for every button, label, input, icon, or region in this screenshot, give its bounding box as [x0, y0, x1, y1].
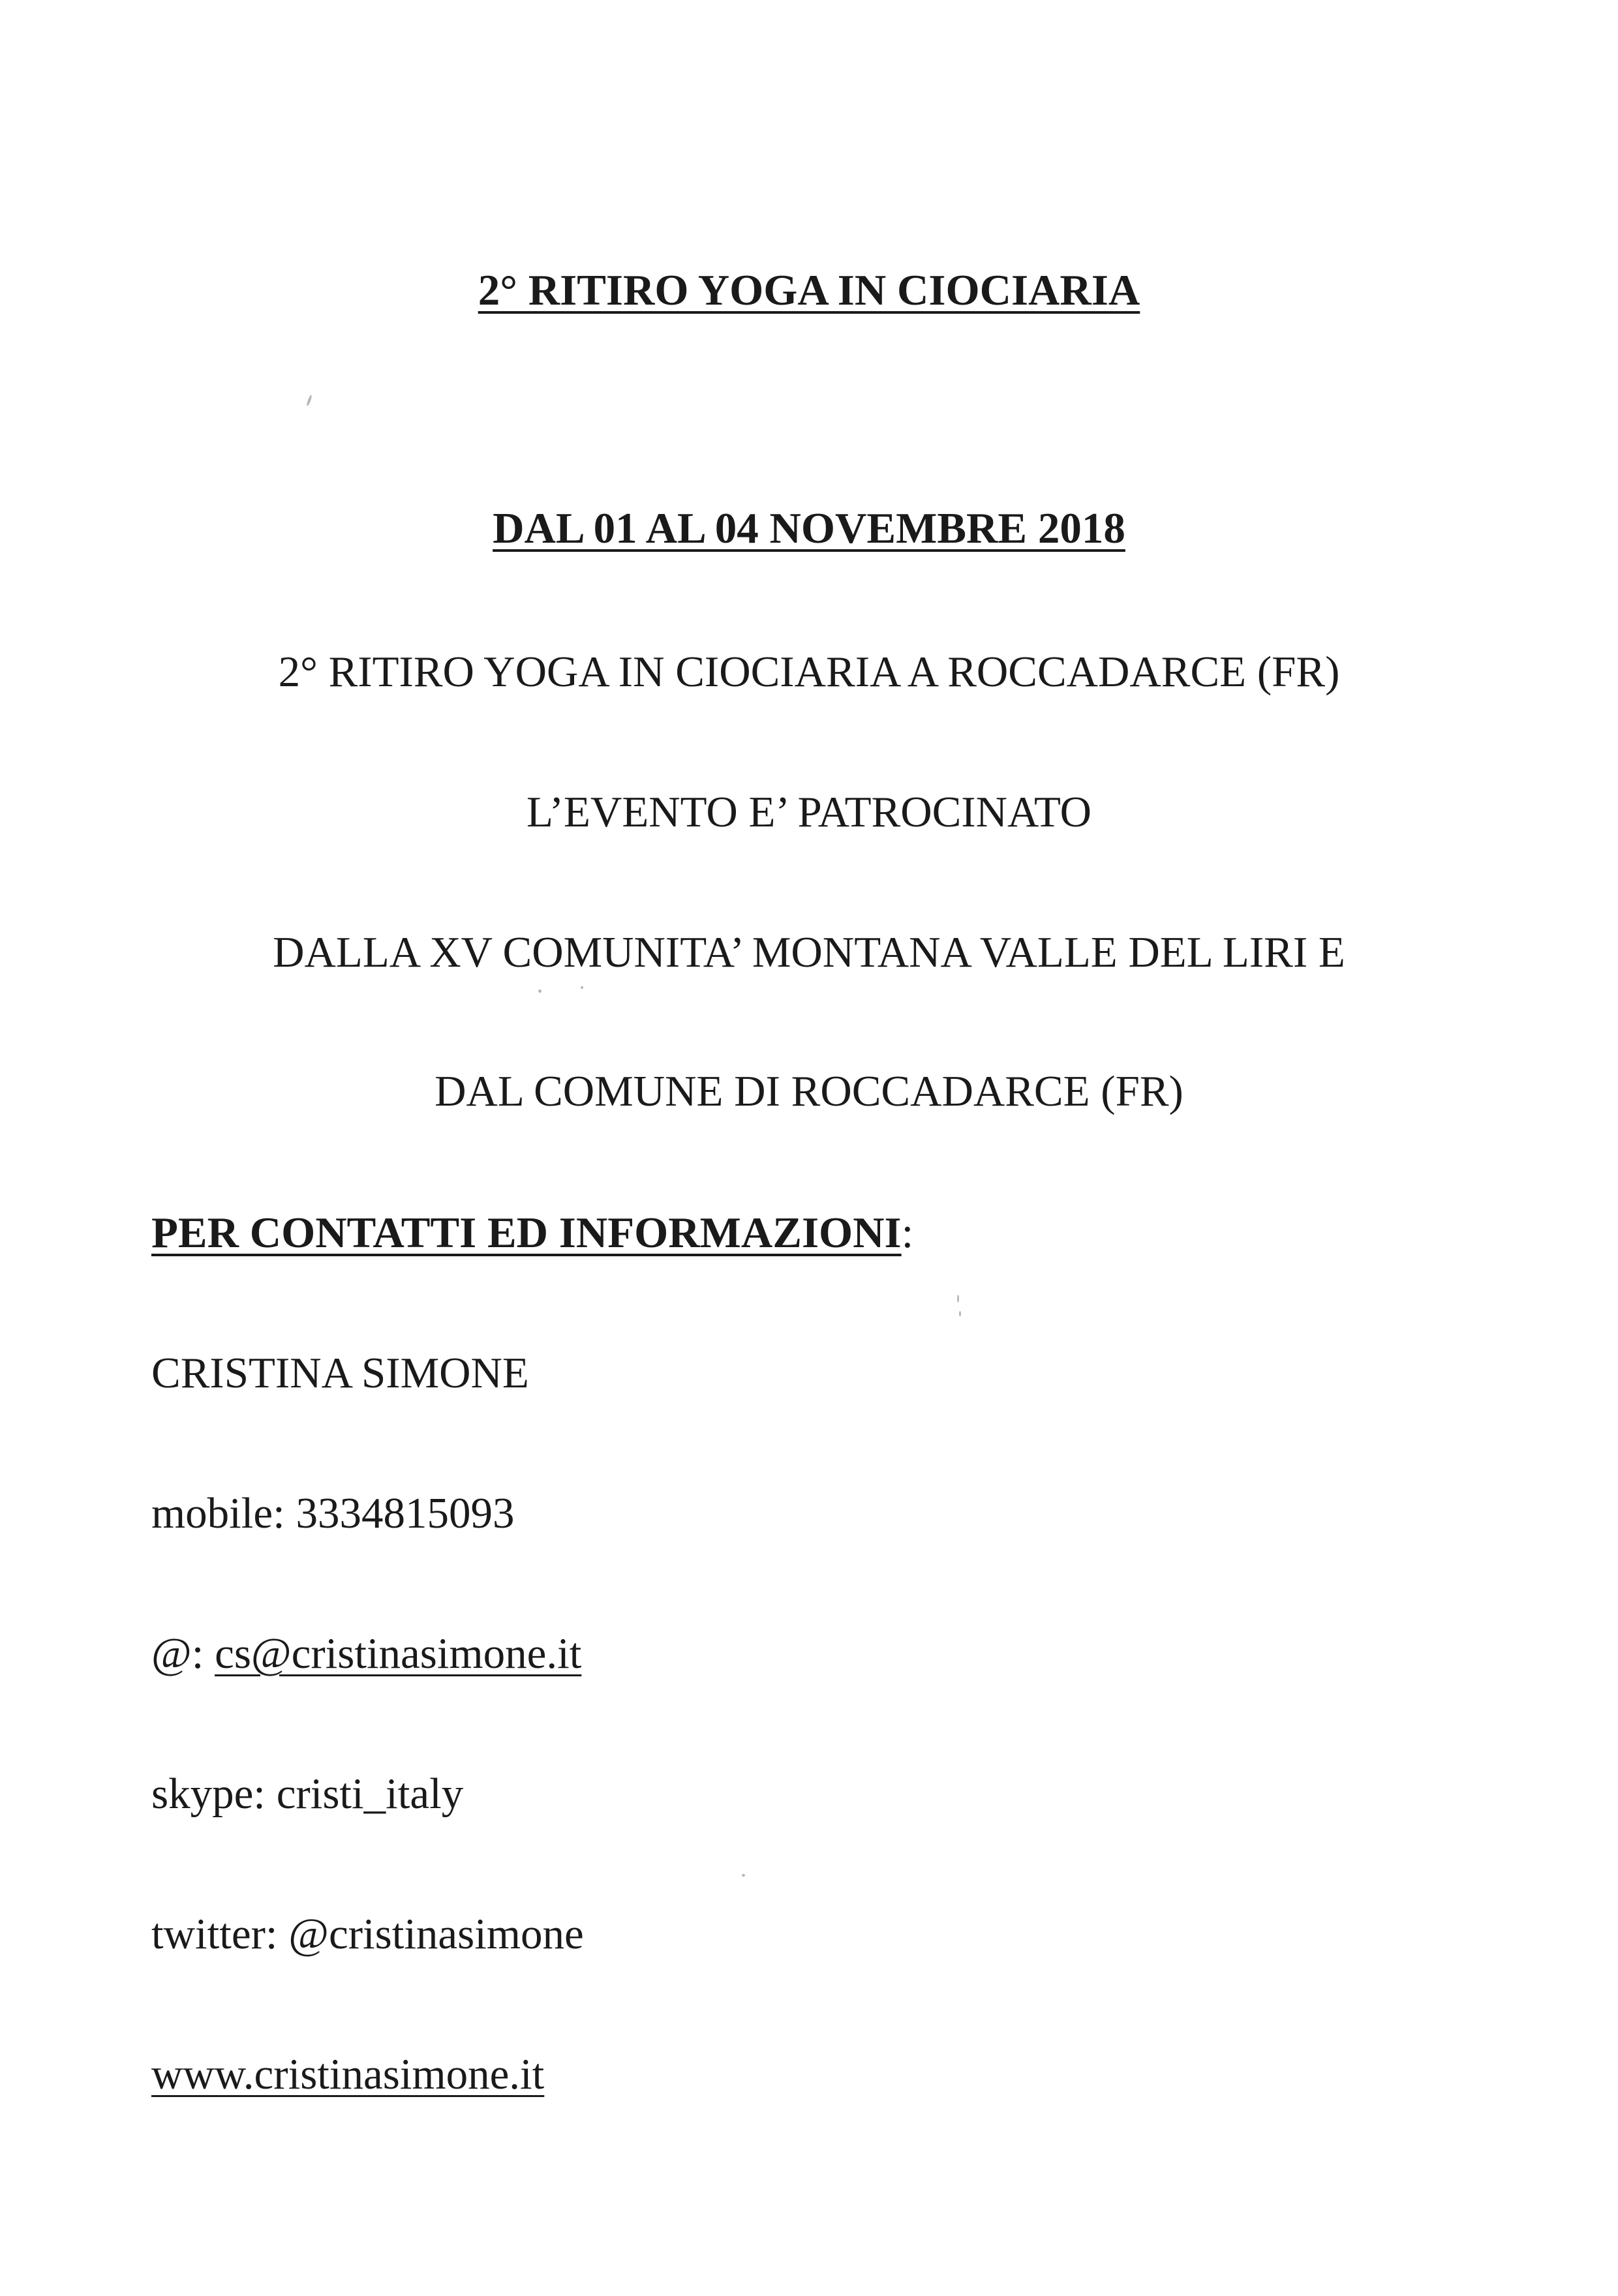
contact-mobile-row [151, 1487, 514, 1539]
mobile-value: 3334815093 [296, 1489, 515, 1537]
scan-speck [538, 989, 542, 993]
body-line-sponsorship: L’EVENTO E’ PATROCINATO [526, 788, 1092, 836]
email-link[interactable]: cs@cristinasimone.it [215, 1629, 582, 1678]
contact-email-row [151, 1627, 581, 1680]
body-line-municipality: DAL COMUNE DI ROCCADARCE (FR) [435, 1067, 1183, 1115]
contact-twitter-row [151, 1908, 584, 1960]
scan-speck [742, 1874, 745, 1877]
twitter-label: twitter: [151, 1910, 289, 1958]
mobile-label: mobile: [151, 1489, 296, 1537]
scan-speck [959, 1311, 961, 1316]
scan-speck [957, 1295, 959, 1303]
contact-skype-row [151, 1768, 463, 1820]
event-dates: DAL 01 AL 04 NOVEMBRE 2018 [493, 504, 1125, 552]
contact-name: CRISTINA SIMONE [151, 1349, 529, 1397]
body-line-community: DALLA XV COMUNITA’ MONTANA VALLE DEL LIRI E [273, 928, 1345, 976]
body-line-location: 2° RITIRO YOGA IN CIOCIARIA A ROCCADARCE (FR) [278, 648, 1340, 696]
website-link[interactable]: www.cristinasimone.it [151, 2050, 545, 2098]
document-title: 2° RITIRO YOGA IN CIOCIARIA [478, 266, 1140, 314]
contacts-heading-row [151, 1207, 913, 1259]
contacts-heading-colon: : [901, 1209, 914, 1257]
contacts-heading: PER CONTATTI ED INFORMAZIONI [151, 1209, 902, 1257]
contact-website-row [151, 2048, 544, 2100]
email-label: @: [151, 1629, 215, 1678]
skype-label: skype: [151, 1770, 277, 1818]
twitter-value: @cristinasimone [288, 1910, 584, 1958]
skype-value: cristi_italy [276, 1770, 464, 1818]
scan-speck [581, 986, 583, 989]
scan-speck [306, 395, 313, 406]
